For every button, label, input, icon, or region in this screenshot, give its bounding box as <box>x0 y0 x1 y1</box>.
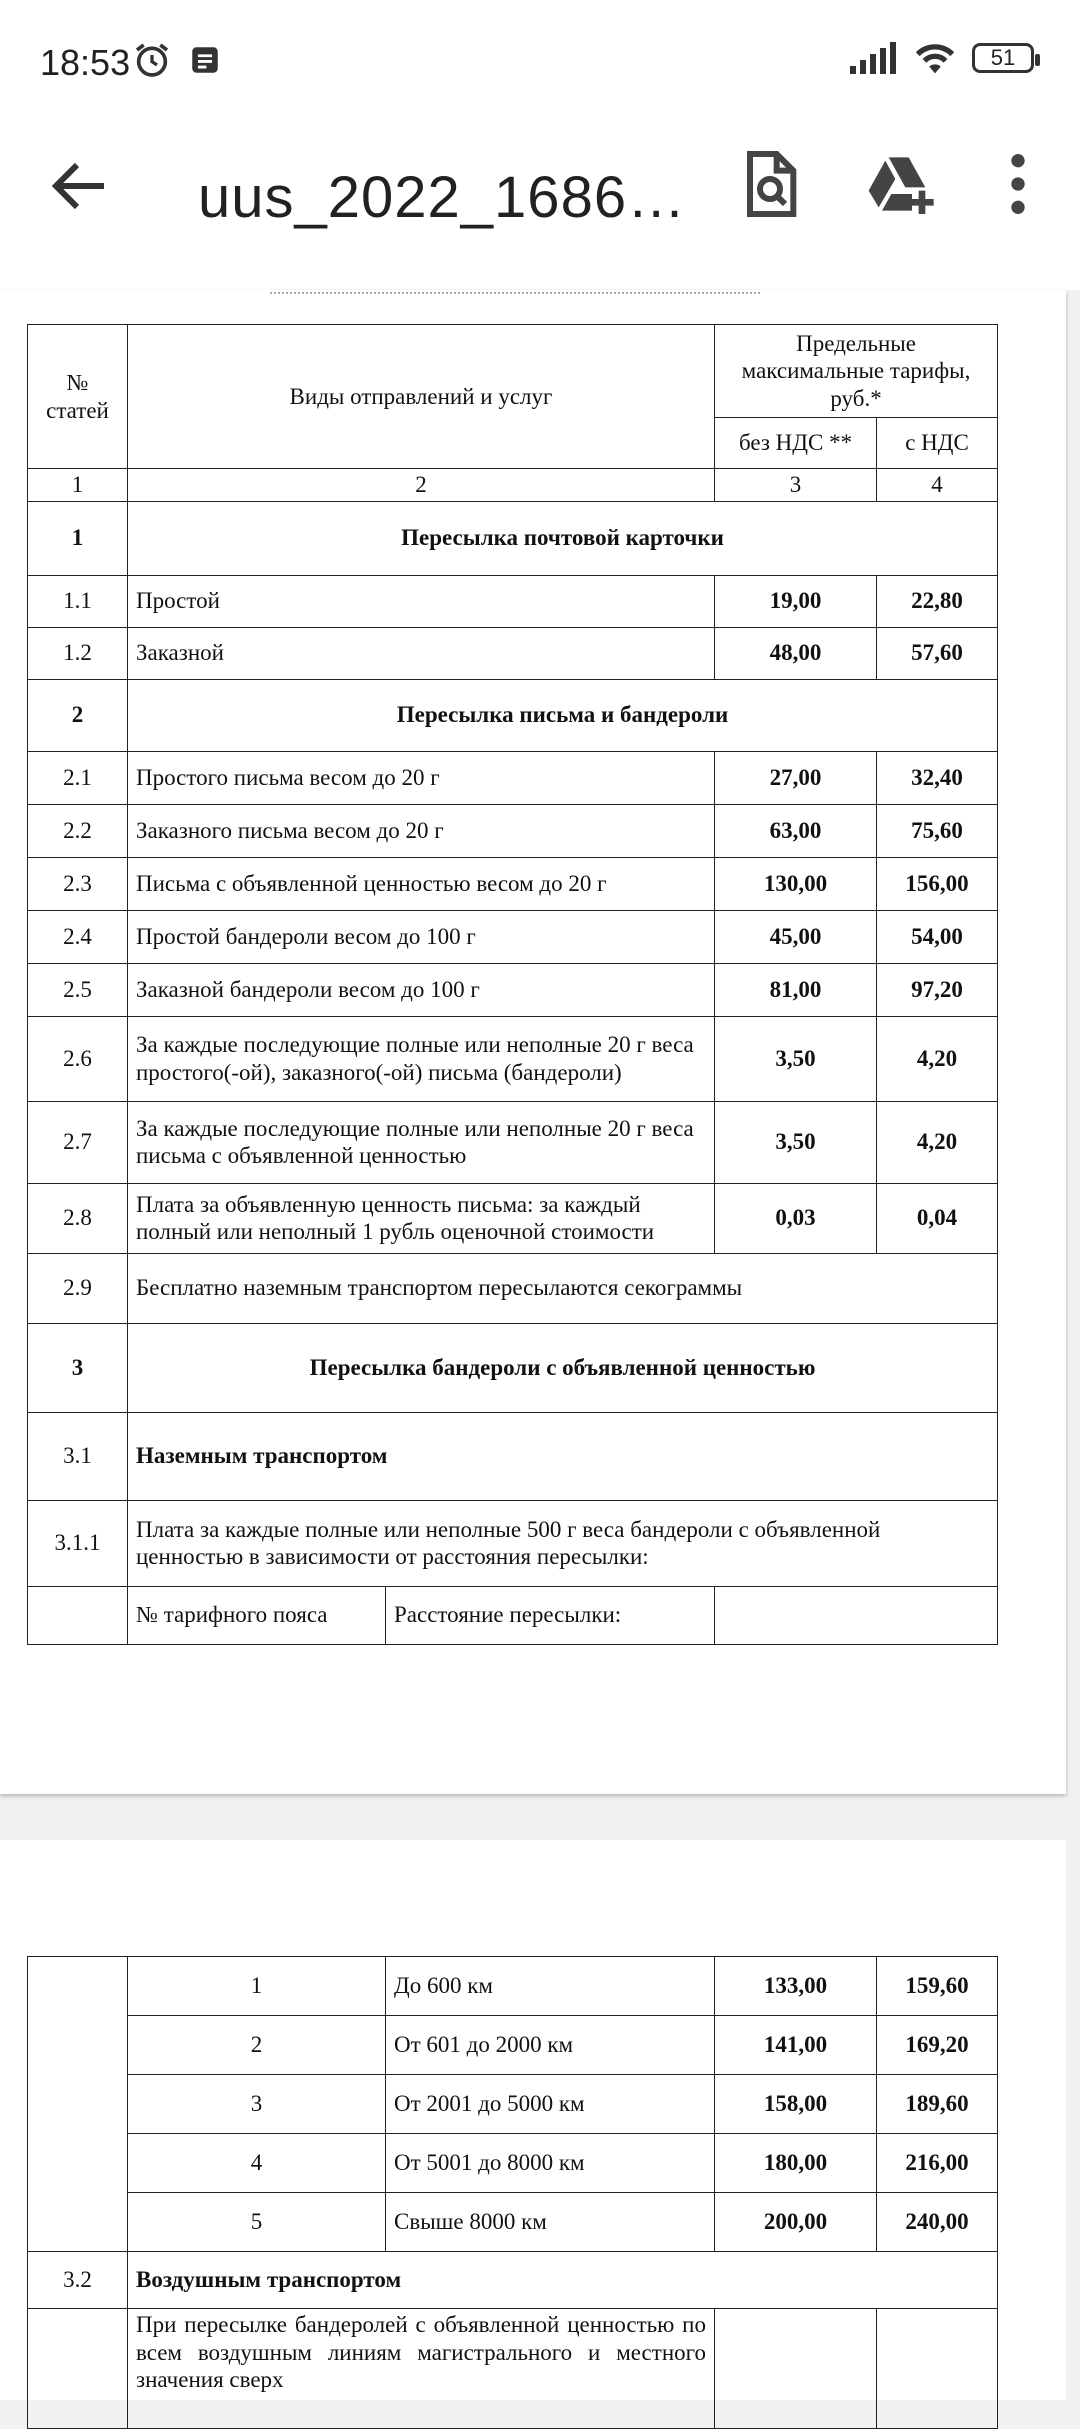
header-tariff: Предельные максимальные тарифы, руб.* <box>715 325 998 418</box>
row-price-vat: 159,60 <box>877 1957 998 2016</box>
row-text: Плата за каждые полные или неполные 500 г веса бандероли с объявленной ценностью в зависимости от расстояния пересылки: <box>128 1500 998 1586</box>
row-text: Заказного письма весом до 20 г <box>128 804 715 857</box>
empty-cell <box>28 1586 128 1644</box>
table-row <box>28 751 998 804</box>
section-number: 3 <box>28 1323 128 1412</box>
row-number: 3.1.1 <box>28 1500 128 1586</box>
pdf-page <box>0 1840 1066 2400</box>
table-row <box>28 1101 998 1183</box>
row-price-no-vat: 141,00 <box>715 2016 877 2075</box>
battery-indicator <box>972 43 1034 73</box>
row-price-no-vat: 45,00 <box>715 910 877 963</box>
empty-cell <box>715 1586 998 1644</box>
row-text: Заказной <box>128 627 715 679</box>
search-document-icon[interactable] <box>730 144 810 224</box>
row-price-no-vat: 158,00 <box>715 2075 877 2134</box>
row-price-no-vat: 63,00 <box>715 804 877 857</box>
row-price-no-vat: 3,50 <box>715 1101 877 1183</box>
pdf-page <box>0 290 1066 1794</box>
row-text: Бесплатно наземным транспортом пересылаются секограммы <box>128 1253 998 1323</box>
header-no-vat: без НДС ** <box>715 418 877 469</box>
table-row <box>28 2016 998 2075</box>
row-number: 3.2 <box>28 2252 128 2309</box>
header-vat: с НДС <box>877 418 998 469</box>
row-price-vat: 4,20 <box>877 1101 998 1183</box>
section-title: Пересылка почтовой карточки <box>128 501 998 575</box>
row-price-vat: 75,60 <box>877 804 998 857</box>
distance-header: Расстояние пересылки: <box>386 1586 715 1644</box>
row-text: Наземным транспортом <box>128 1412 998 1500</box>
row-number: 2.4 <box>28 910 128 963</box>
table-row <box>28 963 998 1016</box>
row-text: Воздушным транспортом <box>128 2252 998 2309</box>
row-text: Простой бандероли весом до 100 г <box>128 910 715 963</box>
zone-number: 3 <box>128 2075 386 2134</box>
table-row <box>28 1016 998 1101</box>
empty-cell <box>877 2309 998 2429</box>
row-price-vat: 22,80 <box>877 575 998 627</box>
row-price-vat: 0,04 <box>877 1183 998 1253</box>
table-row <box>28 1500 998 1586</box>
table-row <box>28 2193 998 2252</box>
zone-number: 1 <box>128 1957 386 2016</box>
row-text: При пересылке бандеролей с объявленной ценностью по всем воздушным линиям магистрального и местного значения сверх <box>128 2309 715 2429</box>
row-text: Простого письма весом до 20 г <box>128 751 715 804</box>
row-number: 3.1 <box>28 1412 128 1500</box>
row-price-vat: 216,00 <box>877 2134 998 2193</box>
row-price-no-vat: 19,00 <box>715 575 877 627</box>
document-title: uus_2022_1686… <box>198 165 687 230</box>
zone-distance: До 600 км <box>386 1957 715 2016</box>
empty-cell <box>28 2309 128 2429</box>
row-price-vat: 57,60 <box>877 627 998 679</box>
tariff-table-continued <box>27 1956 998 2429</box>
row-price-vat: 189,60 <box>877 2075 998 2134</box>
empty-cell <box>715 2309 877 2429</box>
table-row <box>28 2134 998 2193</box>
row-text: Заказной бандероли весом до 100 г <box>128 963 715 1016</box>
wifi-icon <box>912 40 958 76</box>
row-price-no-vat: 81,00 <box>715 963 877 1016</box>
zone-number: 2 <box>128 2016 386 2075</box>
zone-number: 5 <box>128 2193 386 2252</box>
row-price-no-vat: 3,50 <box>715 1016 877 1101</box>
row-number: 2.9 <box>28 1253 128 1323</box>
col-index: 1 <box>28 469 128 502</box>
section-number: 1 <box>28 501 128 575</box>
row-number: 1.2 <box>28 627 128 679</box>
row-text: За каждые последующие полные или неполные 20 г веса простого(-ой), заказного(-ой) письма (бандероли) <box>128 1016 715 1101</box>
row-number: 2.7 <box>28 1101 128 1183</box>
zone-header: № тарифного пояса <box>128 1586 386 1644</box>
table-row <box>28 2075 998 2134</box>
section-title: Пересылка письма и бандероли <box>128 679 998 751</box>
empty-cell <box>28 1957 128 2252</box>
row-price-no-vat: 180,00 <box>715 2134 877 2193</box>
row-number: 1.1 <box>28 575 128 627</box>
table-row <box>28 2252 998 2309</box>
add-to-drive-icon[interactable] <box>862 144 942 224</box>
header-type: Виды отправлений и услуг <box>128 325 715 469</box>
row-number: 2.2 <box>28 804 128 857</box>
status-time: 18:53 <box>40 42 131 83</box>
table-row <box>28 857 998 910</box>
table-row <box>28 1253 998 1323</box>
row-text: Письма с объявленной ценностью весом до 20 г <box>128 857 715 910</box>
zone-distance: От 5001 до 8000 км <box>386 2134 715 2193</box>
header-number: № статей <box>28 325 128 469</box>
table-row <box>28 1957 998 2016</box>
table-row <box>28 804 998 857</box>
table-row <box>28 2309 998 2429</box>
battery-level: 51 <box>990 45 1016 70</box>
row-price-no-vat: 133,00 <box>715 1957 877 2016</box>
signal-icon <box>848 40 898 76</box>
row-price-no-vat: 0,03 <box>715 1183 877 1253</box>
table-row <box>28 1412 998 1500</box>
row-price-no-vat: 27,00 <box>715 751 877 804</box>
zone-distance: От 2001 до 5000 км <box>386 2075 715 2134</box>
row-price-vat: 97,20 <box>877 963 998 1016</box>
col-index: 4 <box>877 469 998 502</box>
section-number: 2 <box>28 679 128 751</box>
row-number: 2.1 <box>28 751 128 804</box>
alarm-icon <box>132 40 172 80</box>
page-top-remnant <box>270 284 760 294</box>
tariff-table <box>27 324 998 1645</box>
row-number: 2.5 <box>28 963 128 1016</box>
zone-distance: Свыше 8000 км <box>386 2193 715 2252</box>
row-price-vat: 240,00 <box>877 2193 998 2252</box>
more-options-icon[interactable] <box>978 144 1058 224</box>
row-text: За каждые последующие полные или неполные 20 г веса письма с объявленной ценностью <box>128 1101 715 1183</box>
table-row <box>28 1183 998 1253</box>
row-number: 2.8 <box>28 1183 128 1253</box>
row-number: 2.6 <box>28 1016 128 1101</box>
row-number: 2.3 <box>28 857 128 910</box>
app-bar <box>0 130 1080 290</box>
row-price-vat: 4,20 <box>877 1016 998 1101</box>
table-row <box>28 575 998 627</box>
row-text: Простой <box>128 575 715 627</box>
table-row <box>28 627 998 679</box>
status-bar <box>0 0 1080 130</box>
row-price-no-vat: 130,00 <box>715 857 877 910</box>
row-text: Плата за объявленную ценность письма: за каждый полный или неполный 1 рубль оценочной стоимости <box>128 1183 715 1253</box>
row-price-vat: 169,20 <box>877 2016 998 2075</box>
section-title: Пересылка бандероли с объявленной ценностью <box>128 1323 998 1412</box>
table-row <box>28 910 998 963</box>
notes-icon <box>188 43 222 77</box>
table-row <box>28 1586 998 1644</box>
back-arrow-icon[interactable] <box>44 150 116 222</box>
zone-number: 4 <box>128 2134 386 2193</box>
col-index: 3 <box>715 469 877 502</box>
row-price-no-vat: 48,00 <box>715 627 877 679</box>
row-price-no-vat: 200,00 <box>715 2193 877 2252</box>
col-index: 2 <box>128 469 715 502</box>
row-price-vat: 32,40 <box>877 751 998 804</box>
row-price-vat: 156,00 <box>877 857 998 910</box>
row-price-vat: 54,00 <box>877 910 998 963</box>
zone-distance: От 601 до 2000 км <box>386 2016 715 2075</box>
